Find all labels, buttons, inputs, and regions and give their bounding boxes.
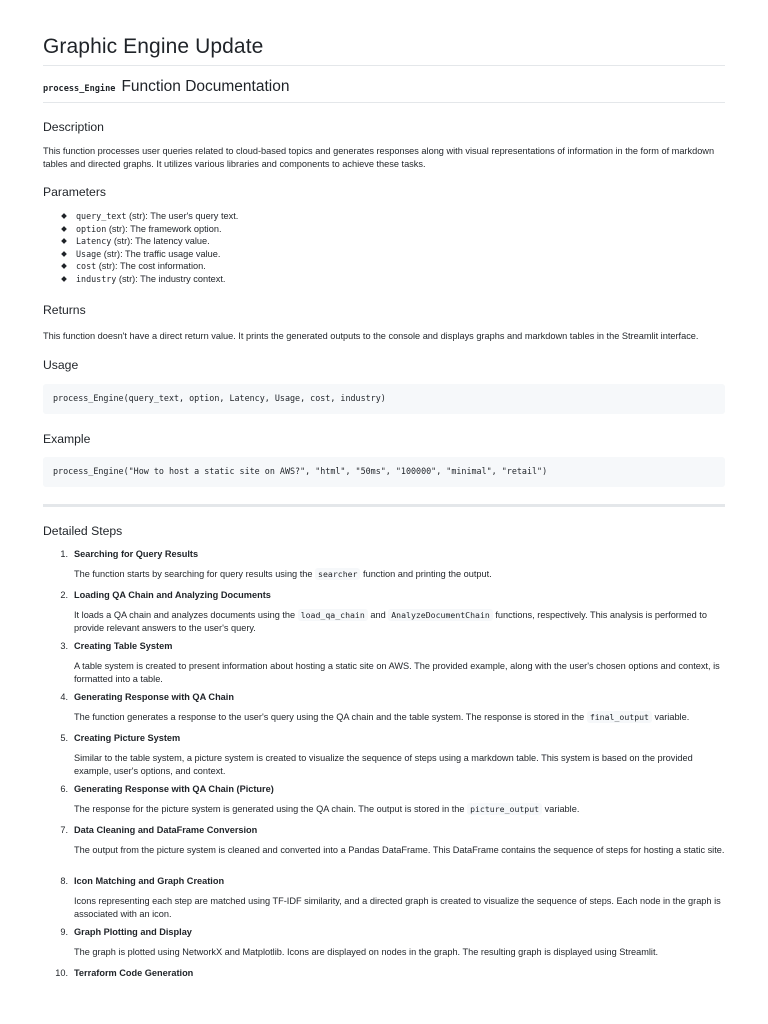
parameter-item	[60, 235, 238, 248]
usage-heading: Usage	[43, 358, 79, 372]
description-text: This function processes user queries related to cloud-based topics and generates responses along with visual representations of information in the form of markdown tables and directed graphs. It utilizes various libraries and components to achieve these tasks.	[43, 146, 715, 169]
parameter-description: (str): The traffic usage value.	[103, 248, 221, 259]
step-number: 2.	[60, 590, 68, 600]
step-number: 7.	[60, 825, 68, 835]
step-title: Creating Table System	[74, 641, 173, 651]
section-divider	[43, 504, 725, 507]
step-description-text: variable.	[651, 712, 690, 722]
parameter-item	[60, 223, 238, 236]
step-number: 1.	[60, 549, 68, 559]
step-number: 4.	[60, 692, 68, 702]
inline-code: final_output	[587, 711, 652, 723]
step-description-text: Icons representing each step are matched using TF-IDF similarity, and a directed graph is created to visualize the sequence of steps. Each node in the graph is associated with an icon.	[74, 896, 721, 919]
step-description-text: Similar to the table system, a picture system is created to visualize the sequence of steps using a markdown table. This system is based on the provided example, user's options, and context.	[74, 753, 693, 776]
inline-code: picture_output	[467, 803, 542, 815]
parameter-description: (str): The user's query text.	[128, 211, 239, 221]
parameter-item	[60, 210, 238, 223]
step-description-text: It loads a QA chain and analyzes documents using the	[74, 610, 298, 620]
parameter-name: cost	[76, 261, 97, 272]
page-title: Graphic Engine Update	[43, 35, 264, 58]
step-description	[74, 803, 725, 816]
usage-code: process_Engine(query_text, option, Latency, Usage, cost, industry)	[53, 393, 386, 404]
subtitle-divider	[43, 102, 725, 103]
step-number: 8.	[60, 876, 68, 886]
inline-code: load_qa_chain	[298, 609, 368, 621]
title-divider	[43, 65, 725, 66]
parameter-name: Usage	[76, 248, 102, 259]
step-title: Data Cleaning and DataFrame Conversion	[74, 825, 258, 835]
description-heading: Description	[43, 120, 104, 134]
inline-code: AnalyzeDocumentChain	[388, 609, 493, 621]
section-heading-text: Function Documentation	[121, 78, 290, 95]
step-title: Creating Picture System	[74, 733, 181, 743]
step-description-text: functions, respectively. This analysis is performed to provide relevant answers to the user's query.	[74, 610, 707, 633]
detailed-steps-heading: Detailed Steps	[43, 524, 123, 538]
step-description	[74, 660, 725, 685]
usage-code-block	[43, 384, 725, 414]
step-description	[74, 844, 725, 857]
example-code: process_Engine("How to host a static site on AWS?", "html", "50ms", "100000", "minimal", "retail")	[53, 466, 548, 477]
parameter-name: query_text	[76, 211, 127, 221]
step-description-text: A table system is created to present information about hosting a static site on AWS. The provided example, along with the user's chosen options and context, is formatted into a table.	[74, 661, 720, 684]
parameter-description: (str): The framework option.	[108, 223, 222, 234]
parameter-description: (str): The cost information.	[98, 261, 206, 272]
parameter-item	[60, 260, 238, 273]
step-description	[74, 609, 725, 634]
step-title: Generating Response with QA Chain (Picture)	[74, 784, 274, 794]
section-heading-function-doc	[43, 76, 289, 98]
parameter-name: option	[76, 223, 107, 234]
step-number: 3.	[60, 641, 68, 651]
step-title: Icon Matching and Graph Creation	[74, 876, 225, 886]
step-number: 5.	[60, 733, 68, 743]
function-name-code: process_Engine	[43, 84, 116, 94]
step-title: Loading QA Chain and Analyzing Documents	[74, 590, 271, 600]
inline-code: searcher	[315, 568, 360, 580]
step-number: 9.	[60, 927, 68, 937]
step-description	[74, 895, 725, 920]
step-description-text: The output from the picture system is cleaned and converted into a Pandas DataFrame. This DataFrame contains the sequence of steps for hosting a static site.	[74, 845, 725, 855]
parameter-name: industry	[76, 273, 117, 284]
step-number: 10.	[55, 968, 68, 978]
step-title: Generating Response with QA Chain	[74, 692, 234, 702]
parameters-heading: Parameters	[43, 185, 106, 199]
parameter-description: (str): The latency value.	[113, 236, 210, 247]
example-code-block	[43, 457, 725, 487]
step-title: Graph Plotting and Display	[74, 927, 192, 937]
parameter-description: (str): The industry context.	[118, 273, 226, 284]
step-description	[74, 568, 725, 581]
returns-text: This function doesn't have a direct return value. It prints the generated outputs to the console and displays graphs and markdown tables in the Streamlit interface.	[43, 331, 699, 341]
parameter-item	[60, 273, 238, 286]
step-title: Searching for Query Results	[74, 549, 199, 559]
step-description-text: The graph is plotted using NetworkX and Matplotlib. Icons are displayed on nodes in the graph. The resulting graph is displayed using Streamlit.	[74, 947, 659, 957]
step-description	[74, 946, 725, 959]
step-description-text: function and printing the output.	[360, 569, 492, 579]
step-description-text: The response for the picture system is generated using the QA chain. The output is stored in the	[74, 804, 468, 814]
parameter-item	[60, 248, 238, 261]
step-description-text: The function generates a response to the user's query using the QA chain and the table system. The response is stored in the	[74, 712, 587, 722]
step-number: 6.	[60, 784, 68, 794]
step-description-text: The function starts by searching for query results using the	[74, 569, 316, 579]
example-heading: Example	[43, 432, 91, 446]
step-description-text: and	[367, 610, 389, 620]
parameters-list	[60, 210, 238, 286]
returns-heading: Returns	[43, 303, 86, 317]
step-title: Terraform Code Generation	[74, 968, 194, 978]
parameter-name: Latency	[76, 236, 112, 247]
step-description-text: variable.	[542, 804, 580, 814]
step-description	[74, 752, 725, 777]
step-description	[74, 711, 725, 724]
